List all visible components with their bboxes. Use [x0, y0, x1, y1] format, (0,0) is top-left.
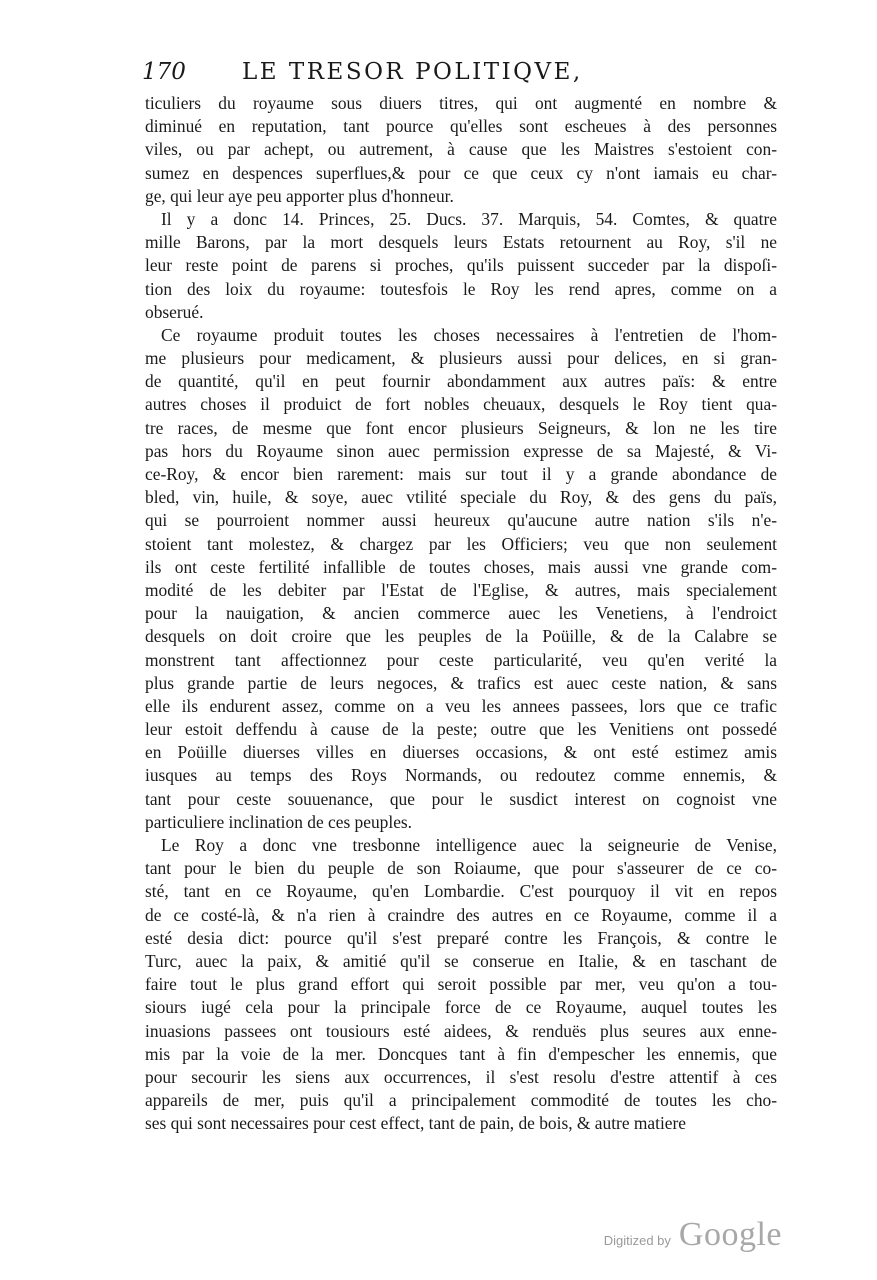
text-line: Ce royaume produit toutes les choses necessaires à l'entretien de l'hom-	[161, 324, 777, 345]
text-line: desquels on doit croire que les peuples de la Poüille, & de la Calabre se	[145, 626, 777, 647]
text-line: mille Barons, par la mort desquels leurs Estats retournent au Roy, s'il ne	[145, 232, 777, 253]
paragraph	[145, 92, 777, 208]
digitized-by-label: Digitized by	[603, 1233, 671, 1248]
text-line: modité de les debiter par l'Estat de l'Eglise, & autres, mais specialement	[145, 579, 777, 600]
running-title: LE TRESOR POLITIQVE,	[242, 59, 583, 85]
google-logo: Google	[678, 1216, 782, 1253]
text-line: ticuliers du royaume sous diuers titres, qui ont augmenté en nombre &	[145, 93, 777, 113]
text-line: elle ils endurent assez, comme on a veu les annees passees, lors que ce trafic	[145, 695, 777, 716]
text-line: leur reste point de parens si proches, qu'ils puissent succeder par la dispoſi-	[145, 255, 777, 276]
text-line: tant pour le bien du peuple de son Roiaume, que pour s'asseurer de ce co-	[145, 858, 777, 879]
text-line: sumez en despences superflues,& pour ce que ceux cy n'ont iamais eu char-	[145, 162, 777, 183]
text-line: siours iugé cela pour la principale force de ce Royaume, auquel toutes les	[145, 997, 777, 1018]
paragraph	[145, 208, 777, 324]
text-line: Turc, auec la paix, & amitié qu'il se conserue en Italie, & en taschant de	[145, 950, 777, 971]
page-number: 170	[142, 59, 186, 85]
body-text	[145, 92, 777, 1135]
text-line: monstrent tant affectionnez pour ceste particularité, veu qu'en verité la	[145, 649, 777, 670]
text-line: Il y a donc 14. Princes, 25. Ducs. 37. Marquis, 54. Comtes, & quatre	[161, 208, 777, 229]
text-line: plus grande partie de leurs negoces, & trafics est auec ceste nation, & sans	[145, 672, 777, 693]
paragraph	[145, 324, 777, 834]
text-line: faire tout le plus grand effort qui seroit possible par mer, veu qu'on a tou-	[145, 974, 777, 995]
text-line: inuasions passees ont tousiours esté aidees, & renduës plus seures aux enne-	[145, 1020, 777, 1041]
text-line: ge, qui leur aye peu apporter plus d'honneur.	[145, 185, 454, 206]
page-header	[142, 56, 782, 88]
digitization-watermark	[604, 1216, 782, 1256]
text-line: sté, tant en ce Royaume, qu'en Lombardie. C'est pourquoy il vit en repos	[145, 881, 777, 902]
text-line: viles, ou par achept, ou autrement, à cause que les Maistres s'estoient con-	[145, 139, 777, 160]
text-line: bled, vin, huile, & soye, auec vtilité speciale du Roy, & des gens du païs,	[145, 487, 777, 508]
text-line: appareils de mer, puis qu'il a principalement commodité de toutes les cho-	[145, 1090, 777, 1111]
text-line: tre races, de mesme que font encor plusieurs Seigneurs, & lon ne les tire	[145, 417, 777, 438]
text-line: stoient tant molestez, & chargez par les Officiers; veu que non seulement	[145, 533, 777, 554]
paragraph	[145, 834, 777, 1135]
text-line: esté desia dict: pource qu'il s'est preparé contre les François, & contre le	[145, 927, 777, 948]
text-line: de quantité, qu'il en peut fournir abondamment aux autres païs: & entre	[145, 371, 777, 392]
text-line: qui se pourroient nommer aussi heureux qu'aucune autre nation s'ils n'e-	[145, 510, 777, 531]
text-line: autres choses il produict de fort nobles cheuaux, desquels le Roy tient qua-	[145, 394, 777, 415]
text-line: Le Roy a donc vne tresbonne intelligence auec la seigneurie de Venise,	[161, 835, 777, 855]
text-line: particuliere inclination de ces peuples.	[145, 811, 413, 832]
text-line: tion des loix du royaume: toutesfois le Roy les rend apres, comme on a	[145, 278, 777, 299]
text-line: en Poüille diuerses villes en diuerses occasions, & ont esté estimez amis	[145, 742, 777, 763]
text-line: de ce costé-là, & n'a rien à craindre des autres en ce Royaume, comme il a	[145, 904, 777, 925]
text-line: pas hors du Royaume sinon auec permission expresse de sa Majesté, & Vi-	[145, 440, 777, 461]
text-line: pour la nauigation, & ancien commerce auec les Venetiens, à l'endroict	[145, 603, 777, 624]
text-line: pour secourir les siens aux occurrences, il s'est resolu d'estre attentif à ces	[145, 1066, 777, 1087]
text-line: diminué en reputation, tant pource qu'elles sont escheues à des personnes	[145, 116, 777, 137]
text-line: mis par la voie de la mer. Doncques tant à fin d'empescher les ennemis, que	[145, 1043, 777, 1064]
text-line: ce-Roy, & encor bien rarement: mais sur tout il y a grande abondance de	[145, 464, 777, 484]
text-line: leur estoit deffendu à cause de la peste; outre que les Venitiens ont possedé	[145, 719, 777, 740]
text-line: iusques au temps des Roys Normands, ou redoutez comme ennemis, &	[145, 765, 777, 786]
text-line: ils ont ceste fertilité infallible de toutes choses, mais aussi vne grande com-	[145, 556, 777, 577]
text-line: ses qui sont necessaires pour cest effect, tant de pain, de bois, & autre matiere	[145, 1113, 687, 1134]
text-line: me plusieurs pour medicament, & plusieurs aussi pour delices, en si gran-	[145, 348, 777, 369]
text-line: tant pour ceste souuenance, que pour le susdict interest on cognoist vne	[145, 788, 777, 809]
text-line: obserué.	[145, 301, 204, 322]
